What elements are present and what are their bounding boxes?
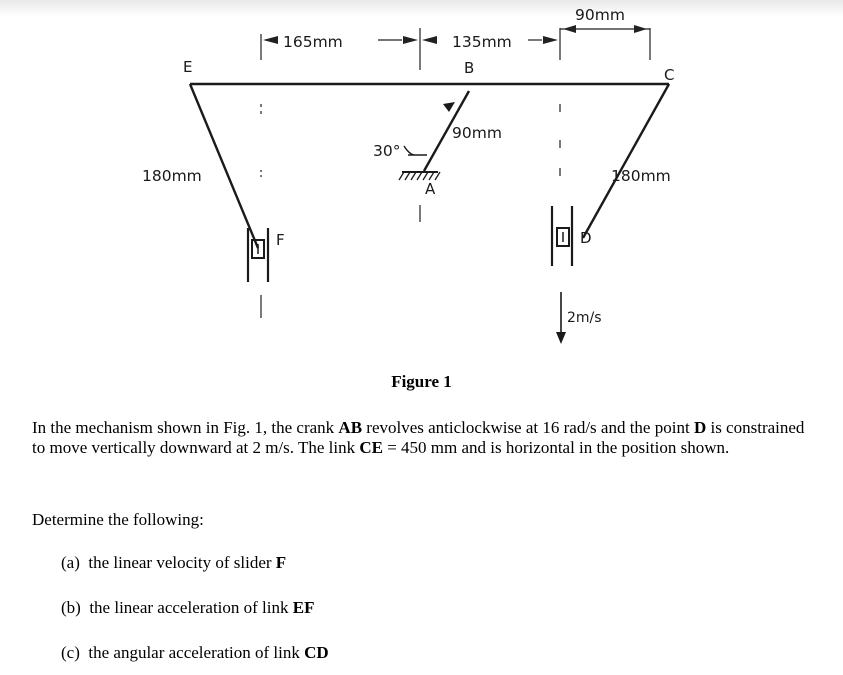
ground-support-a <box>399 172 440 180</box>
dim-135mm: 135mm <box>452 33 512 51</box>
dim-180mm-right: 180mm <box>611 167 671 185</box>
question-a: (a) the linear velocity of slider F <box>61 553 287 572</box>
determine-line: Determine the following: <box>32 510 204 529</box>
question-c: (c) the angular acceleration of link CD <box>61 643 329 662</box>
dim-180mm-left: 180mm <box>142 167 202 185</box>
problem-statement: In the mechanism shown in Fig. 1, the crank AB revolves anticlockwise at 16 rad/s and the point D is constrained to move vertically downward at 2 m/s. The link CE = 450 mm and is horizontal in the position shown. <box>32 418 805 457</box>
arrow-down-icon <box>556 332 566 344</box>
dim-90mm-top: 90mm <box>575 6 625 24</box>
dim-90mm-crank: 90mm <box>452 124 502 142</box>
velocity-arrow <box>556 292 566 344</box>
figure-caption: Figure 1 <box>391 372 452 391</box>
angle-label: 30° <box>373 142 401 160</box>
mechanism-links <box>190 84 669 248</box>
dimension-lines <box>261 25 650 318</box>
velocity-label: 2m/s <box>567 310 602 326</box>
point-c-label: C <box>664 66 675 84</box>
point-e-label: E <box>183 58 193 76</box>
dim-165mm: 165mm <box>283 33 343 51</box>
link-cd <box>583 84 669 238</box>
rotation-arrow-icon <box>443 102 455 112</box>
link-ef <box>190 84 258 248</box>
question-b: (b) the linear acceleration of link EF <box>61 598 315 617</box>
point-d-label: D <box>580 229 592 247</box>
point-a-label: A <box>425 180 436 198</box>
point-f-label: F <box>276 231 285 249</box>
point-b-label: B <box>464 59 475 77</box>
slider-f <box>248 228 268 282</box>
slider-d <box>552 206 572 266</box>
